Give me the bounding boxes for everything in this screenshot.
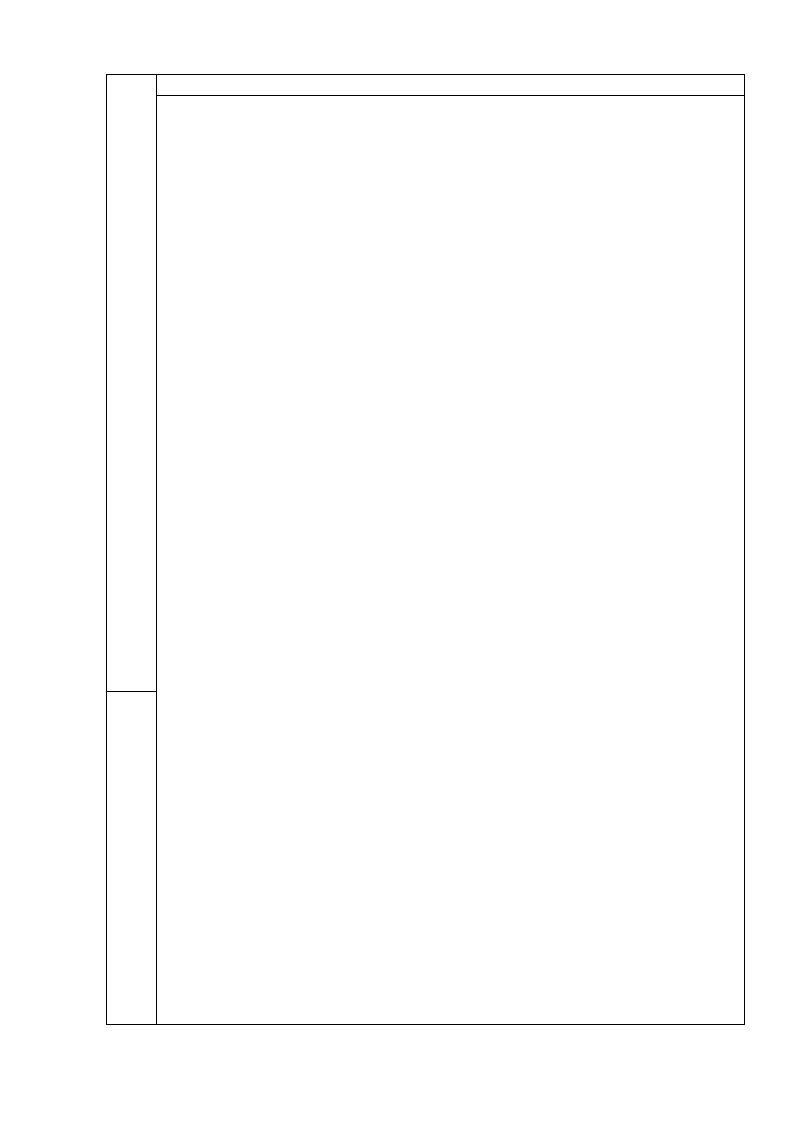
- number-column: [107, 75, 157, 1024]
- table-rows-column: [157, 75, 744, 1024]
- plan-table: [106, 74, 745, 1025]
- section-number-cell: [107, 692, 156, 1024]
- number-cell-empty: [107, 75, 156, 692]
- section-header-row: [157, 75, 744, 96]
